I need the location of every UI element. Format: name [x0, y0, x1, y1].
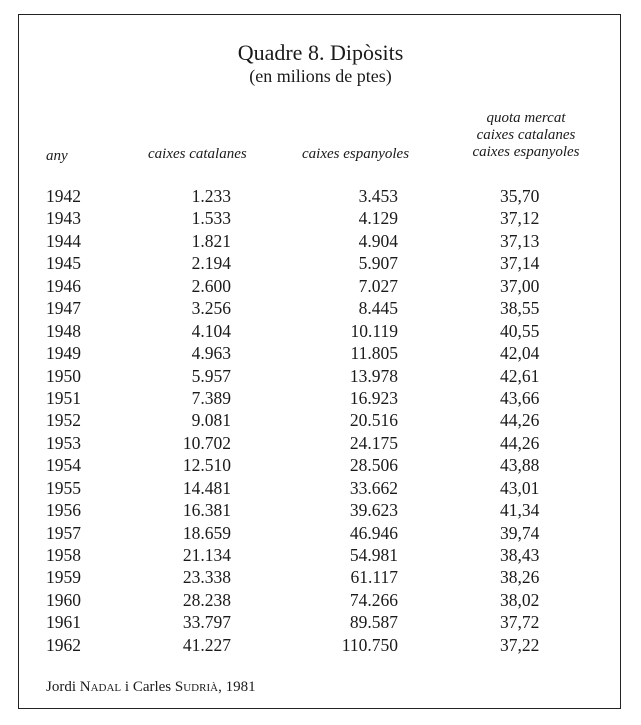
cell-espanyoles: 39.623 — [349, 500, 398, 521]
cell-year: 1950 — [46, 365, 81, 386]
table-row — [0, 433, 641, 455]
cell-quota: 39,74 — [500, 522, 540, 543]
cell-quota: 42,04 — [500, 343, 540, 364]
cell-espanyoles: 54.981 — [349, 545, 398, 565]
table-row — [0, 545, 641, 567]
header-quota-line: caixes espanyoles — [472, 144, 580, 160]
header-catalanes: caixes catalanes — [148, 146, 247, 162]
cell-espanyoles: 7.027 — [358, 275, 398, 296]
cell-year: 1951 — [46, 387, 81, 408]
source-citation — [46, 679, 256, 696]
table-row — [0, 455, 641, 477]
cell-espanyoles: 16.923 — [349, 387, 398, 408]
table-row — [0, 366, 641, 388]
cell-quota: 37,00 — [500, 275, 540, 296]
cell-catalanes: 5.957 — [191, 365, 231, 386]
cell-espanyoles: 4.904 — [358, 230, 398, 251]
author-first-name: Carles — [132, 679, 172, 695]
author-last-name: Nadal — [79, 679, 122, 695]
cell-espanyoles: 28.506 — [349, 455, 398, 476]
cell-year: 1961 — [46, 612, 81, 633]
cell-quota: 38,02 — [500, 589, 540, 610]
cell-year: 1956 — [46, 500, 81, 521]
cell-espanyoles: 4.129 — [358, 208, 398, 229]
cell-catalanes: 10.702 — [182, 432, 231, 453]
cell-quota: 37,13 — [500, 230, 540, 251]
cell-espanyoles: 61.117 — [350, 567, 398, 588]
cell-year: 1944 — [46, 230, 81, 251]
cell-catalanes: 41.227 — [182, 634, 231, 655]
cell-year: 1959 — [46, 567, 81, 588]
cell-espanyoles: 5.907 — [358, 253, 398, 274]
cell-espanyoles: 24.175 — [349, 432, 398, 453]
author-last-name: Sudrià — [174, 679, 219, 695]
cell-catalanes: 9.081 — [191, 410, 231, 431]
cell-quota: 43,66 — [500, 387, 540, 408]
citation-year: , 1981 — [218, 679, 256, 695]
cell-catalanes: 21.134 — [182, 545, 231, 565]
header-quota-line: quota mercat — [486, 110, 566, 126]
table-row — [0, 186, 641, 208]
cell-espanyoles: 46.946 — [349, 522, 398, 543]
cell-quota: 38,55 — [500, 298, 540, 319]
header-year: any — [46, 148, 68, 164]
cell-espanyoles: 13.978 — [349, 365, 398, 386]
cell-quota: 37,14 — [500, 253, 540, 274]
table-row — [0, 388, 641, 410]
cell-catalanes: 18.659 — [182, 522, 231, 543]
citation-joiner: i — [124, 679, 130, 695]
cell-catalanes: 4.963 — [191, 343, 231, 364]
cell-quota: 42,61 — [500, 365, 540, 386]
cell-espanyoles: 11.805 — [350, 343, 398, 364]
table-row — [0, 478, 641, 500]
cell-catalanes: 33.797 — [182, 612, 231, 633]
cell-espanyoles: 8.445 — [358, 298, 398, 319]
table-row — [0, 343, 641, 365]
cell-catalanes: 2.600 — [191, 275, 231, 296]
cell-quota: 38,26 — [500, 567, 540, 588]
table-row — [0, 590, 641, 612]
cell-year: 1942 — [46, 186, 81, 206]
cell-quota: 41,34 — [500, 500, 540, 521]
table-row — [0, 321, 641, 343]
cell-catalanes: 12.510 — [182, 455, 231, 476]
cell-espanyoles: 110.750 — [341, 634, 398, 655]
header-quota — [456, 110, 596, 161]
cell-year: 1960 — [46, 589, 81, 610]
cell-catalanes: 23.338 — [182, 567, 231, 588]
cell-catalanes: 3.256 — [191, 298, 231, 319]
cell-year: 1954 — [46, 455, 81, 476]
cell-catalanes: 14.481 — [182, 477, 231, 498]
cell-quota: 38,43 — [500, 545, 540, 565]
cell-year: 1943 — [46, 208, 81, 229]
cell-espanyoles: 89.587 — [349, 612, 398, 633]
cell-quota: 37,72 — [500, 612, 540, 633]
cell-espanyoles: 3.453 — [358, 186, 398, 206]
table-body — [0, 186, 641, 657]
table-row — [0, 231, 641, 253]
table-row — [0, 276, 641, 298]
cell-catalanes: 1.821 — [191, 230, 231, 251]
cell-catalanes: 7.389 — [191, 387, 231, 408]
cell-year: 1946 — [46, 275, 81, 296]
cell-quota: 44,26 — [500, 432, 540, 453]
table-row — [0, 208, 641, 230]
page-subtitle: (en milions de ptes) — [249, 66, 392, 86]
cell-catalanes: 4.104 — [191, 320, 231, 341]
author-first-name: Jordi — [46, 679, 76, 695]
cell-espanyoles: 74.266 — [349, 589, 398, 610]
cell-quota: 37,12 — [500, 208, 540, 229]
cell-year: 1947 — [46, 298, 81, 319]
cell-year: 1952 — [46, 410, 81, 431]
cell-year: 1953 — [46, 432, 81, 453]
page-title: Quadre 8. Dipòsits — [237, 40, 404, 65]
cell-quota: 44,26 — [500, 410, 540, 431]
cell-catalanes: 1.233 — [191, 186, 231, 206]
cell-year: 1949 — [46, 343, 81, 364]
cell-year: 1955 — [46, 477, 81, 498]
cell-year: 1948 — [46, 320, 81, 341]
table-row — [0, 567, 641, 589]
table-row — [0, 635, 641, 657]
header-espanyoles: caixes espanyoles — [302, 146, 410, 162]
cell-year: 1962 — [46, 634, 81, 655]
table-row — [0, 298, 641, 320]
cell-year: 1957 — [46, 522, 81, 543]
cell-catalanes: 1.533 — [191, 208, 231, 229]
cell-quota: 40,55 — [500, 320, 540, 341]
table-row — [0, 253, 641, 275]
table-row — [0, 500, 641, 522]
cell-catalanes: 2.194 — [191, 253, 231, 274]
cell-quota: 43,01 — [500, 477, 540, 498]
cell-espanyoles: 20.516 — [349, 410, 398, 431]
table-row — [0, 612, 641, 634]
cell-year: 1945 — [46, 253, 81, 274]
cell-quota: 35,70 — [500, 186, 540, 206]
cell-year: 1958 — [46, 545, 81, 565]
header-quota-line: caixes catalanes — [476, 127, 576, 143]
cell-catalanes: 16.381 — [182, 500, 231, 521]
cell-espanyoles: 10.119 — [350, 320, 398, 341]
table-row — [0, 410, 641, 432]
cell-espanyoles: 33.662 — [349, 477, 398, 498]
table-row — [0, 523, 641, 545]
cell-quota: 43,88 — [500, 455, 540, 476]
cell-quota: 37,22 — [500, 634, 540, 655]
cell-catalanes: 28.238 — [182, 589, 231, 610]
